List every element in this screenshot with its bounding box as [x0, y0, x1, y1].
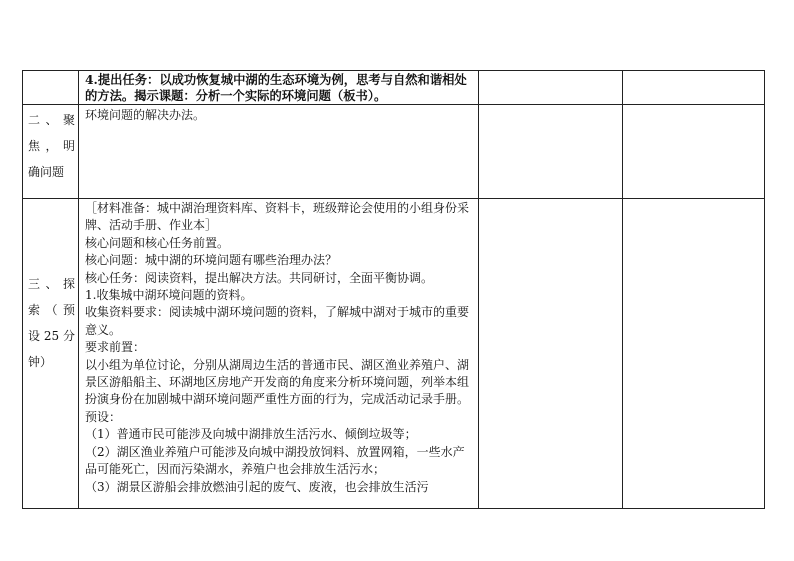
table-row: [23, 199, 765, 509]
content-line: （2）湖区渔业养殖户可能涉及向城中湖投放饲料、放置网箱，一些水产品可能死亡，因而污染湖水，养殖户也会排放生活污水；: [85, 444, 465, 477]
table-row: [23, 105, 765, 199]
stage-cell: [23, 71, 79, 105]
task-text: 4.提出任务：以成功恢复城中湖的生态环境为例，思考与自然和谐相处的方法。揭示课题：分析一个实际的环境问题（板书）。: [85, 72, 467, 103]
stage-label: 二、聚焦，明确问题: [28, 113, 75, 179]
content-line: ［材料准备：城中湖治理资料库、资料卡，班级辩论会使用的小组身份采牌、活动手册、作业本］: [85, 201, 470, 233]
content-line: 核心任务：阅读资料，提出解决方法。共同研讨，全面平衡协调。: [85, 270, 434, 285]
content-line: （1）普通市民可能涉及向城中湖排放生活污水、倾倒垃圾等；: [85, 427, 417, 442]
design-intent-cell: [623, 71, 765, 105]
lesson-plan-table: [22, 70, 765, 509]
content-line: （3）湖景区游船会排放燃油引起的废气、废液，也会排放生活污: [85, 479, 429, 494]
content-line: 收集资料要求：阅读城中湖环境问题的资料，了解城中湖对于城市的重要意义。: [85, 305, 470, 337]
content-line: 要求前置：: [85, 340, 146, 355]
teacher-activity-cell: [479, 105, 623, 199]
content-line: 核心问题：城中湖的环境问题有哪些治理办法？: [85, 253, 338, 268]
content-cell: [79, 105, 479, 199]
stage-cell: [23, 105, 79, 199]
teacher-activity-cell: [479, 199, 623, 509]
content-line: 核心问题和核心任务前置。: [85, 235, 230, 250]
stage-cell: [23, 199, 79, 509]
teacher-activity-cell: [479, 71, 623, 105]
design-intent-cell: [623, 199, 765, 509]
stage-label: 三、探索（预设25分钟）: [28, 277, 75, 369]
content-line: 环境问题的解决办法。: [85, 108, 206, 122]
content-line: 以小组为单位讨论，分别从湖周边生活的普通市民、湖区渔业养殖户、湖景区游船船主、环湖地区房地产开发商的角度来分析环境问题，列举本组扮演身份在加剧城中湖环境问题严重性方面的行为，完成活动记录手册。: [85, 357, 470, 407]
content-line: 预设：: [85, 409, 122, 424]
stage-label: [23, 71, 78, 73]
content-cell: [79, 199, 479, 509]
table-row: [23, 71, 765, 105]
design-intent-cell: [623, 105, 765, 199]
content-line: 1.收集城中湖环境问题的资料。: [85, 288, 253, 303]
content-cell: [79, 71, 479, 105]
